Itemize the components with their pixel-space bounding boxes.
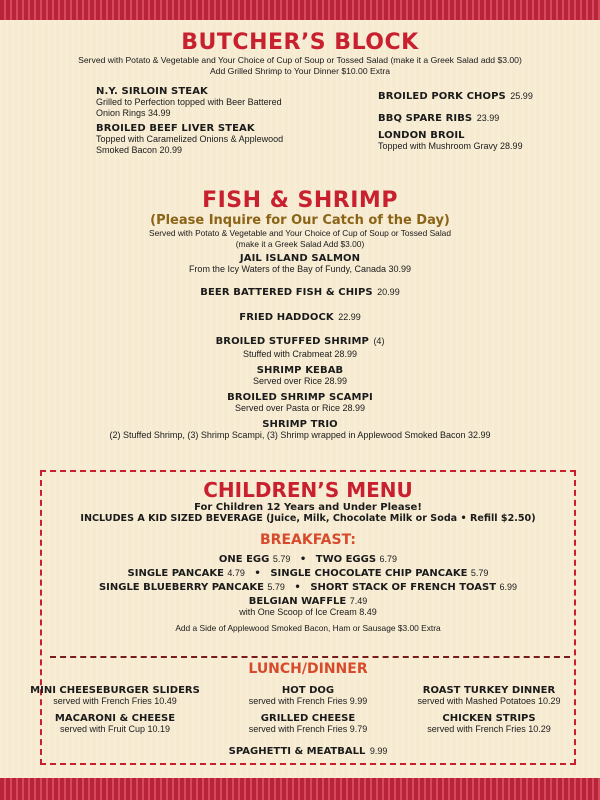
bullet-separator: • bbox=[299, 554, 307, 565]
menu-item-desc: served with French Fries 10.29 bbox=[427, 724, 551, 734]
menu-item bbox=[394, 713, 584, 734]
breakfast-row bbox=[40, 554, 576, 565]
menu-item-desc: From the Icy Waters of the Bay of Fundy, Canada 30.99 bbox=[188, 264, 412, 274]
menu-item-price: 5.79 bbox=[272, 554, 291, 564]
menu-item-desc: served with French Fries 9.99 bbox=[248, 696, 368, 706]
fish-shrimp-section bbox=[0, 188, 600, 441]
bullet-separator: • bbox=[294, 582, 301, 593]
menu-item-desc: served with Mashed Potatoes 10.29 bbox=[417, 696, 561, 706]
menu-item-price: 7.49 bbox=[349, 596, 368, 606]
lunch-dinner-title: LUNCH/DINNER bbox=[248, 661, 368, 677]
breakfast-row bbox=[40, 568, 576, 579]
menu-item bbox=[0, 307, 600, 325]
menu-item-name: SHRIMP TRIO bbox=[262, 419, 338, 430]
menu-item bbox=[378, 108, 578, 126]
menu-item-name: BROILED BEEF LIVER STEAK bbox=[96, 123, 255, 134]
menu-item-desc: with One Scoop of Ice Cream 8.49 bbox=[239, 607, 377, 617]
childrens-age-note: For Children 12 Years and Under Please! bbox=[194, 502, 422, 513]
menu-item-name: SINGLE PANCAKE bbox=[127, 568, 224, 579]
menu-item bbox=[0, 331, 600, 360]
fish-shrimp-note-greek: (make it a Greek Salad Add $3.00) bbox=[235, 238, 365, 249]
menu-item-desc: Served over Pasta or Rice 28.99 bbox=[234, 403, 366, 413]
menu-item-name: BROILED STUFFED SHRIMP bbox=[215, 336, 369, 347]
menu-item-desc: served with Fruit Cup 10.19 bbox=[59, 724, 171, 734]
menu-item bbox=[213, 713, 403, 734]
menu-item-price: (4) bbox=[373, 336, 385, 346]
menu-item-name: CHICKEN STRIPS bbox=[442, 713, 536, 724]
lunch-divider bbox=[50, 656, 570, 658]
menu-item bbox=[0, 419, 600, 441]
menu-item bbox=[378, 130, 578, 152]
menu-item-name: BROILED SHRIMP SCAMPI bbox=[227, 392, 373, 403]
menu-item-name: BROILED PORK CHOPS bbox=[378, 91, 506, 102]
menu-item bbox=[378, 86, 578, 104]
menu-item-price: 4.79 bbox=[227, 568, 245, 578]
menu-item-price: 5.79 bbox=[267, 582, 285, 592]
menu-item bbox=[20, 713, 210, 734]
menu-item bbox=[96, 86, 306, 119]
menu-item-name: HOT DOG bbox=[281, 685, 335, 696]
menu-item-desc: Grilled to Perfection topped with Beer Battered Onion Rings 34.99 bbox=[96, 97, 282, 118]
childrens-menu-title: CHILDREN’S MENU bbox=[203, 478, 413, 502]
menu-item bbox=[0, 392, 600, 414]
fish-shrimp-note: Served with Potato & Vegetable and Your Choice of Cup of Soup or Tossed Salad bbox=[148, 228, 451, 238]
menu-item-price: 22.99 bbox=[338, 312, 361, 322]
menu-item-price: 6.99 bbox=[499, 582, 518, 592]
menu-item-name: BELGIAN WAFFLE bbox=[248, 596, 347, 607]
menu-item-price: 25.99 bbox=[510, 91, 533, 101]
childrens-menu-section bbox=[40, 478, 576, 634]
lunch-dinner-section bbox=[30, 661, 576, 757]
menu-item-name: JAIL ISLAND SALMON bbox=[239, 253, 361, 264]
menu-item-name: MACARONI & CHEESE bbox=[54, 713, 176, 724]
menu-item-name: LONDON BROIL bbox=[378, 130, 465, 141]
menu-item bbox=[213, 741, 403, 759]
menu-item-desc: Stuffed with Crabmeat 28.99 bbox=[243, 349, 357, 359]
menu-item-desc: Topped with Caramelized Onions & Applewood Smoked Bacon 20.99 bbox=[96, 134, 284, 155]
butchers-block-section bbox=[0, 30, 600, 155]
bottom-stripe-border bbox=[0, 778, 600, 800]
menu-item-price: 6.79 bbox=[379, 554, 398, 564]
menu-item-name: SPAGHETTI & MEATBALL bbox=[228, 746, 366, 757]
breakfast-row bbox=[40, 582, 576, 593]
menu-item-name: ONE EGG bbox=[218, 554, 270, 565]
menu-item bbox=[40, 596, 576, 607]
menu-item bbox=[394, 685, 584, 706]
menu-item-desc: served with French Fries 9.79 bbox=[248, 724, 368, 734]
menu-item-name: MINI CHEESEBURGER SLIDERS bbox=[30, 685, 200, 696]
butchers-block-left-column bbox=[96, 86, 306, 160]
breakfast-side-note: Add a Side of Applewood Smoked Bacon, Ham or Sausage $3.00 Extra bbox=[175, 623, 441, 633]
bullet-separator: • bbox=[254, 568, 261, 579]
butchers-block-note: Served with Potato & Vegetable and Your Choice of Cup of Soup or Tossed Salad (make it a Greek Salad add $3.00) bbox=[78, 55, 522, 65]
childrens-beverage-note: INCLUDES A KID SIZED BEVERAGE (Juice, Milk, Chocolate Milk or Soda • Refill $2.50) bbox=[80, 513, 536, 524]
butchers-block-title: BUTCHER’S BLOCK bbox=[181, 30, 419, 55]
menu-item-name: BBQ SPARE RIBS bbox=[378, 113, 473, 124]
menu-item-desc: (2) Stuffed Shrimp, (3) Shrimp Scampi, (3) Shrimp wrapped in Applewood Smoked Bacon 32.99 bbox=[109, 430, 491, 440]
menu-item bbox=[0, 253, 600, 275]
breakfast-title: BREAKFAST: bbox=[260, 532, 356, 548]
menu-item-name: BEER BATTERED FISH & CHIPS bbox=[200, 287, 373, 298]
butchers-block-right-column bbox=[378, 86, 578, 156]
fish-shrimp-subtitle: (Please Inquire for Our Catch of the Day) bbox=[150, 213, 450, 228]
menu-item-name: SHORT STACK OF FRENCH TOAST bbox=[310, 582, 497, 593]
menu-item-desc: Topped with Mushroom Gravy 28.99 bbox=[378, 141, 523, 151]
menu-item-name: SINGLE CHOCOLATE CHIP PANCAKE bbox=[270, 568, 468, 579]
menu-item bbox=[96, 123, 306, 156]
fish-shrimp-title: FISH & SHRIMP bbox=[202, 188, 398, 213]
menu-item-price: 20.99 bbox=[377, 287, 400, 297]
menu-item bbox=[20, 685, 210, 706]
menu-item-name: GRILLED CHEESE bbox=[260, 713, 356, 724]
menu-item-name: SHRIMP KEBAB bbox=[256, 365, 344, 376]
menu-item bbox=[213, 685, 403, 706]
menu-item bbox=[0, 282, 600, 300]
menu-item-name: FRIED HADDOCK bbox=[239, 312, 334, 323]
menu-item-price: 9.99 bbox=[369, 746, 388, 756]
menu-item-price: 5.79 bbox=[470, 568, 489, 578]
menu-item-name: TWO EGGS bbox=[315, 554, 377, 565]
menu-item-name: SINGLE BLUEBERRY PANCAKE bbox=[98, 582, 264, 593]
menu-item-desc: served with French Fries 10.49 bbox=[53, 696, 177, 706]
menu-item-desc: Served over Rice 28.99 bbox=[252, 376, 348, 386]
menu-item bbox=[0, 365, 600, 387]
top-stripe-border bbox=[0, 0, 600, 20]
butchers-block-note-shrimp: Add Grilled Shrimp to Your Dinner $10.00 Extra bbox=[209, 65, 391, 76]
menu-item-price: 23.99 bbox=[476, 113, 500, 123]
menu-item-name: N.Y. SIRLOIN STEAK bbox=[96, 86, 208, 97]
menu-item-name: ROAST TURKEY DINNER bbox=[422, 685, 556, 696]
